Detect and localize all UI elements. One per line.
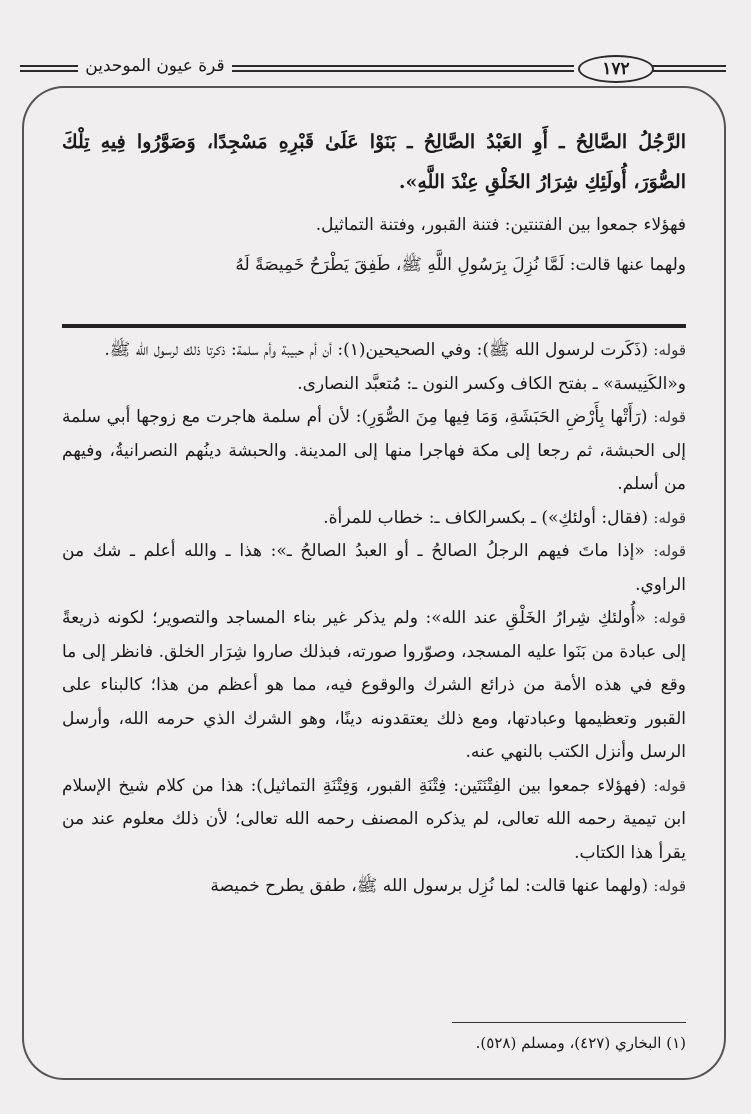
- commentary-lead: قوله:: [653, 542, 686, 560]
- footnote: (١) البخاري (٤٢٧)، ومسلم (٥٢٨).: [475, 1034, 686, 1052]
- header-rule-middle: [232, 65, 574, 72]
- commentary-text: «أُولئكِ شِرارُ الخَلْقِ عند الله»: ولم يذكر غير بناء المساجد والتصوير؛ لكونه ذريعةً إلى عبادة من بَنَوا عليه المسجد، وصوّروا صورته، فبذلك صاروا شِرَار الخلق. فانظر إلى ما وقع في هذه الأمة من ذرائع الشرك والوقوع فيه، مما هو أعظم من هذا؛ كالبناء على القبور وتعظيمها وعبادتها، ومع ذلك يعتقدونه دينًا، وهو الشرك الذي حرمه الله، وأرسل الرسل وأنزل الكتب بالنهي عنه.: [62, 608, 686, 762]
- commentary-text: «إذا ماتَ فيهم الرجلُ الصالحُ ـ أو العبدُ الصالحُ ـ»: هذا ـ والله أعلم ـ شك من الراوي.: [62, 541, 686, 595]
- commentary-lead: قوله:: [653, 408, 686, 426]
- commentary-lead: قوله:: [653, 609, 687, 627]
- commentary-lead: قوله:: [653, 776, 687, 795]
- commentary-lead: قوله:: [653, 508, 686, 527]
- commentary-paragraph: [62, 535, 686, 602]
- header-rule-left: [20, 65, 78, 72]
- commentary-paragraph: [62, 368, 686, 402]
- commentary-text: (ولهما عنها قالت: لما نُزِل برسول الله ﷺ، طفق يطرح خميصة: [210, 876, 648, 896]
- commentary-text: (فهؤلاء جمعوا بين الفِتْنَتَين: فِتْنَةِ القبور، وَفِتْنَةِ التماثيل): هذا من كلام شيخ الإسلام ابن تيمية رحمه الله تعالى، لم يذكره المصنف رحمه الله تعالى؛ لأن ذلك معلوم عند من يقرأ هذا الكتاب.: [62, 775, 686, 863]
- hadith-text: الرَّجُلُ الصَّالِحُ ـ أَوِ العَبْدُ الصَّالِحُ ـ بَنَوْا عَلَىٰ قَبْرِهِ مَسْجِدًا، وَصَوَّرُوا فِيهِ تِلْكَ الصُّوَرَ، أُولَئِكِ شِرَارُ الخَلْقِ عِنْدَ اللَّهِ».: [62, 131, 686, 193]
- commentary-lead: قوله:: [653, 341, 686, 359]
- main-paragraph-2: ولهما عنها قالت: لَمَّا نُزِلَ بِرَسُولِ اللَّهِ ﷺ، طَفِقَ يَطْرَحُ خَمِيصَةً لَهُ: [235, 255, 686, 275]
- commentary: [62, 334, 686, 904]
- commentary-paragraph: [62, 502, 686, 536]
- page-number: ١٧٢: [578, 55, 654, 83]
- section-divider: [62, 324, 686, 328]
- footnote-rule: [452, 1022, 686, 1023]
- commentary-paragraph: [62, 770, 686, 871]
- commentary-paragraph: [62, 870, 686, 904]
- commentary-text: (ذَكَرت لرسول الله ﷺ): وفي الصحيحين(١): أن أم حبيبة وأم سلمة: ذكرتا ذلك لرسول الله ﷺ.: [104, 340, 648, 360]
- header-rule-right: [652, 65, 726, 72]
- commentary-text: (رَأَتْها بِأَرْضِ الحَبَشَةِ، وَمَا فِيها مِنَ الصُّوَرِ): لأن أم سلمة هاجرت مع زوجها أبي سلمة إلى الحبشة، ثم رجعا إلى مكة فهاجرا منها إلى المدينة. والحبشة دينُهم النصرانيةُ، وفيهم من أسلم.: [62, 407, 686, 494]
- main-paragraph-1: فهؤلاء جمعوا بين الفتنتين: فتنة القبور، وفتنة التماثيل.: [315, 215, 686, 235]
- commentary-text: (فقال: أولئكِ») ـ بكسرالكاف ـ: خطاب للمرأة.: [323, 507, 648, 528]
- commentary-text: و«الكَنِيسة» ـ بفتح الكاف وكسر النون ـ: مُتعبَّد النصارى.: [297, 373, 686, 394]
- commentary-paragraph: [62, 401, 686, 502]
- running-title: قرة عيون الموحدين: [85, 56, 225, 76]
- commentary-lead: قوله:: [653, 877, 686, 895]
- main-text: [62, 122, 686, 282]
- commentary-paragraph: [62, 334, 686, 368]
- commentary-paragraph: [62, 602, 686, 770]
